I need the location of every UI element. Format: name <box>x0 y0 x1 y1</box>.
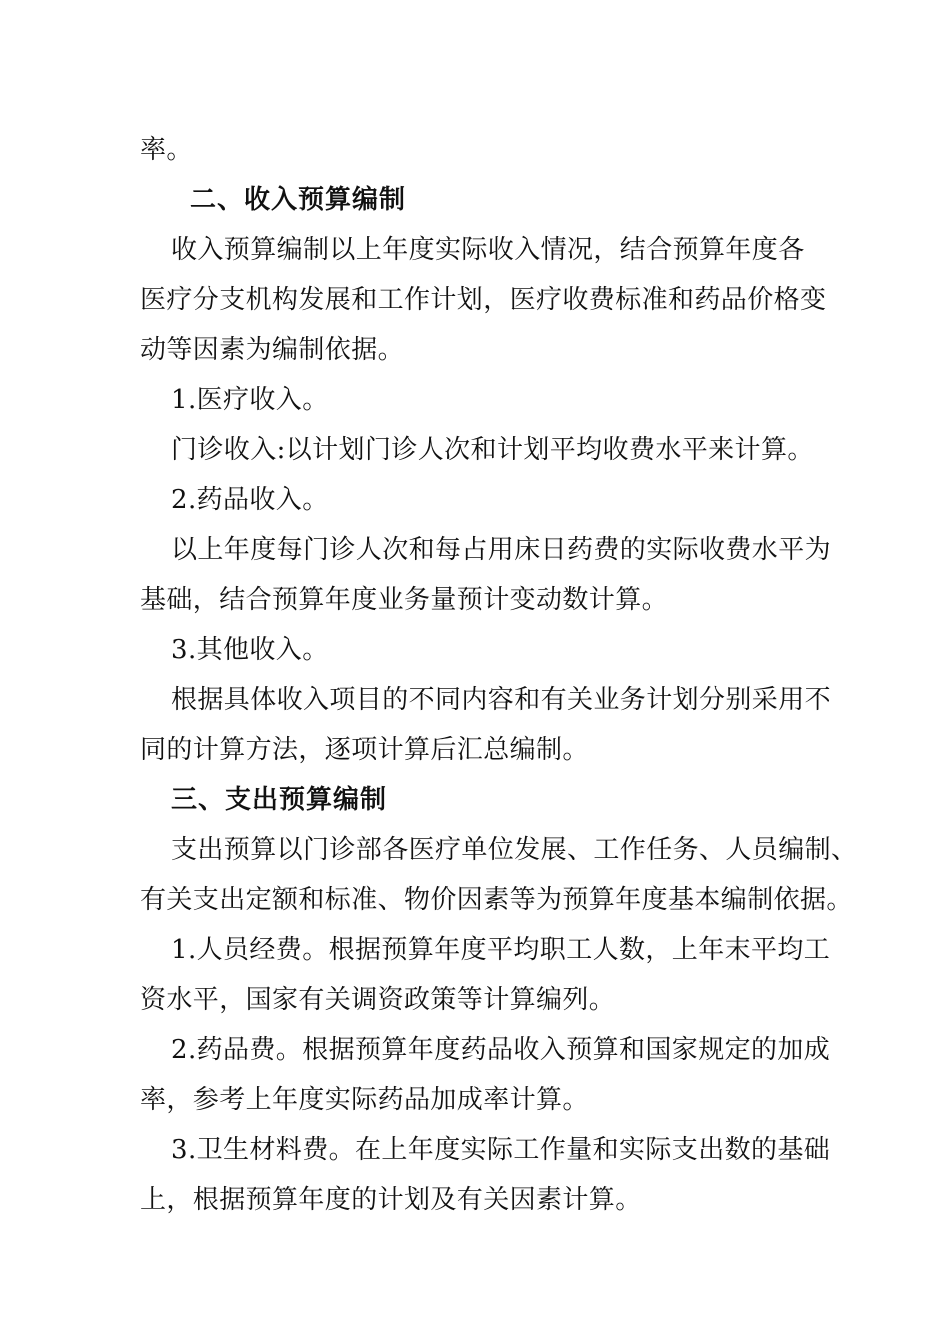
paragraph-line: 动等因素为编制依据。 <box>140 335 405 365</box>
paragraph-line: 同的计算方法，逐项计算后汇总编制。 <box>140 735 589 765</box>
paragraph-line: 门诊收入:以计划门诊人次和计划平均收费水平来计算。 <box>171 435 814 465</box>
list-item-line: 2.药品费。根据预算年度药品收入预算和国家规定的加成 <box>171 1035 831 1065</box>
section-heading-income-budget: 二、收入预算编制 <box>190 185 407 215</box>
list-item-heading: 1.医疗收入。 <box>171 385 329 415</box>
list-item-line: 1.人员经费。根据预算年度平均职工人数，上年末平均工 <box>171 935 831 965</box>
section-heading-expense-budget: 三、支出预算编制 <box>171 785 388 815</box>
paragraph-line: 资水平，国家有关调资政策等计算编列。 <box>140 985 616 1015</box>
paragraph-line: 支出预算以门诊部各医疗单位发展、工作任务、人员编制、 <box>171 835 858 865</box>
paragraph-line: 基础，结合预算年度业务量预计变动数计算。 <box>140 585 669 615</box>
paragraph-line: 收入预算编制以上年度实际收入情况，结合预算年度各 <box>171 235 805 265</box>
paragraph-continuation: 率。 <box>140 135 193 165</box>
paragraph-line: 率，参考上年度实际药品加成率计算。 <box>140 1085 589 1115</box>
list-item-line: 3.卫生材料费。在上年度实际工作量和实际支出数的基础 <box>171 1135 831 1165</box>
paragraph-line: 以上年度每门诊人次和每占用床日药费的实际收费水平为 <box>171 535 832 565</box>
paragraph-line: 有关支出定额和标准、物价因素等为预算年度基本编制依据。 <box>140 885 853 915</box>
paragraph-line: 医疗分支机构发展和工作计划，医疗收费标准和药品价格变 <box>140 285 827 315</box>
list-item-heading: 3.其他收入。 <box>171 635 329 665</box>
list-item-heading: 2.药品收入。 <box>171 485 329 515</box>
paragraph-line: 根据具体收入项目的不同内容和有关业务计划分别采用不 <box>171 685 832 715</box>
paragraph-line: 上，根据预算年度的计划及有关因素计算。 <box>140 1185 642 1215</box>
